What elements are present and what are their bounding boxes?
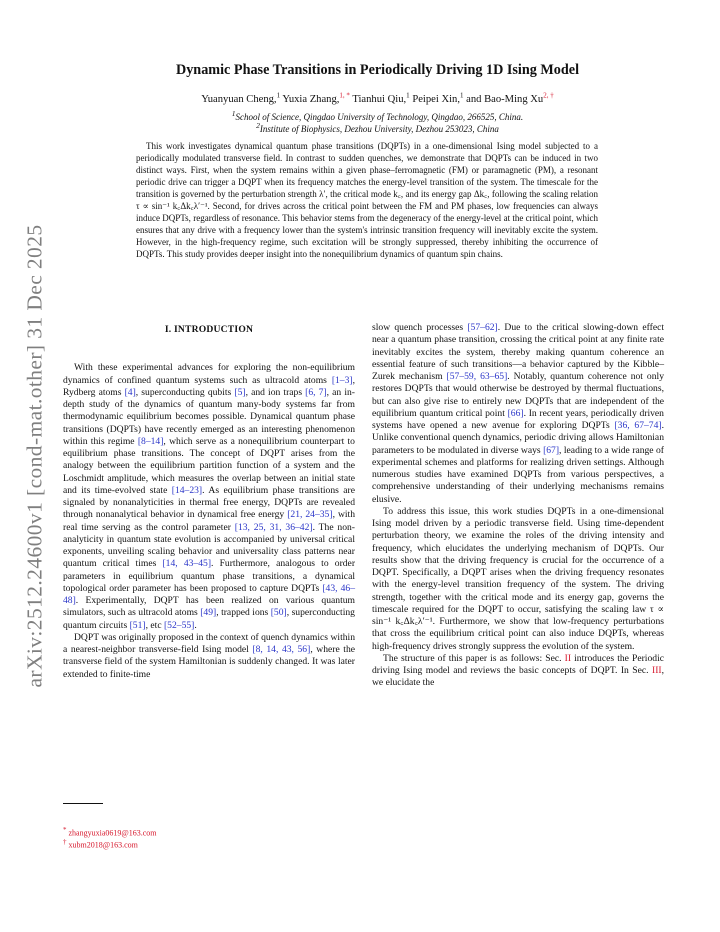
paragraph: The structure of this paper is as follows: Sec. II introduces the Periodic driving Ising model and reviews the basic concepts of DQPT. In Sec. III, we elucidate the bbox=[372, 652, 664, 689]
citation-link[interactable]: [57–59, 63–65] bbox=[446, 371, 508, 382]
abstract: This work investigates dynamical quantum phase transitions (DQPTs) in a one-dimensional Ising model subjected to a periodically modulated transverse field. In contrast to sudden quenches, we demonstrate that DQPTs can be induced in two distinct ways. First, when the system remains within a given phase–ferromagnetic (FM) or paramagnetic (PM), a resonant periodic drive can trigger a DQPT when its frequency matches the energy-level transition of the system. The timescale for the transition is governed by the perturbation strength λ′, the critical mode k꜀, and its energy gap Δk꜀, following the scaling relation τ ∝ sin⁻¹ k꜀Δk꜀λ′⁻¹. Second, for drives across the critical point between the FM and PM phases, low frequencies can always induce DQPTs, regardless of resonance. This behavior stems from the degeneracy of the energy-level at the critical point, which ensures that any drive with a frequency lower than the system's intrinsic transition frequency will inevitably excite the system. However, in the high-frequency regime, such excitation will be strongly suppressed, thereby inhibiting the occurrence of DQPTs. This study provides deeper insight into the nonequilibrium dynamics of quantum spin chains. bbox=[136, 141, 598, 259]
citation-link[interactable]: [67] bbox=[543, 444, 560, 456]
citation-link[interactable]: [13, 25, 31, 36–42] bbox=[234, 521, 313, 533]
citation-link[interactable]: [52–55] bbox=[163, 619, 195, 631]
citation-link[interactable]: [57–62] bbox=[467, 322, 498, 333]
citation-link[interactable]: [51] bbox=[129, 619, 146, 631]
citation-link[interactable]: [66] bbox=[507, 407, 524, 419]
citation-link[interactable]: [43, 46–48] bbox=[63, 582, 355, 606]
citation-link[interactable]: [49] bbox=[200, 607, 217, 619]
arxiv-identifier-text: arXiv:2512.24600v1 [cond-mat.other] 31 Dec 2025 bbox=[22, 224, 47, 688]
footnote-email[interactable]: † xubm2018@163.com bbox=[63, 838, 138, 850]
citation-link[interactable]: [14–23] bbox=[171, 484, 203, 496]
footnote-email[interactable]: * zhangyuxia0619@163.com bbox=[63, 826, 157, 838]
author: Yuanyuan Cheng,$^1$ bbox=[201, 91, 281, 105]
author-list bbox=[80, 91, 675, 105]
citation-link[interactable]: [6, 7] bbox=[305, 386, 327, 398]
arxiv-identifier[interactable] bbox=[6, 224, 64, 688]
paragraph: To address this issue, this work studies DQPTs in a one-dimensional Ising model driven by a periodic transverse field. Using time-dependent perturbation theory, we examine the roles of the driving intensity and frequency, which elucidates the underlying mechanism of DQPTs. Our results show that the driving frequency is crucial for the occurrence of a DQPT. Specifically, a DQPT arises when the driving frequency resonates with the energy-level transition frequency of the system. The driving strength, together with the critical mode and its energy gap, governs the timescale required for the DQPT to occur, satisfying the scaling law τ ∝ sin⁻¹ k꜀Δk꜀λ′⁻¹. Furthermore, we show that low-frequency perturbations that cross the equilibrium critical point can also induce DQPTs, whereas high-frequency drives strongly suppress the evolution of the system. bbox=[372, 505, 664, 652]
left-column bbox=[63, 322, 355, 681]
footnote-divider bbox=[63, 803, 103, 804]
citation-link[interactable]: [1–3] bbox=[331, 374, 353, 386]
citation-link[interactable]: [36, 67–74] bbox=[614, 420, 662, 431]
section-link[interactable]: III bbox=[652, 665, 662, 676]
citation-link[interactable]: [8–14] bbox=[137, 435, 164, 447]
section-heading: I. INTRODUCTION bbox=[164, 324, 254, 335]
citation-link[interactable]: [5] bbox=[234, 386, 246, 398]
right-column bbox=[372, 322, 664, 690]
paragraph: slow quench processes [57–62]. Due to the critical slowing-down effect near a quantum phase transition, crossing the critical point at any finite rate inevitably excites the system, thereby making quantum coherence an essential feature of such transitions—a behavior captured by the Kibble–Zurek mechanism [57–59, 63–65]. Notably, quantum coherence not only restores DQPTs that would otherwise be destroyed by thermal fluctuations, but can also give rise to entirely new DQPTs that are independent of the equilibrium quantum critical point [66]. In recent years, periodically driven systems have opened a new avenue for exploring DQPTs [36, 67–74]. Unlike conventional quench dynamics, periodic driving allows Hamiltonian parameters to be modulated in diverse ways [67], leading to a wide range of experimental schemes and platforms for realizing driven settings. Although numerous studies have examined DQPTs from various perspectives, a comprehensive understanding of their underlying mechanisms remains elusive. bbox=[372, 322, 664, 505]
affiliation: $^2$Institute of Biophysics, Dezhou University, Dezhou 253023, China bbox=[256, 121, 499, 134]
author: and Bao-Ming $Xu^{2, \dagger}$ bbox=[466, 91, 554, 105]
author: Tianhui Qiu,$^1$ bbox=[352, 91, 410, 105]
paragraph: With these experimental advances for exploring the non-equilibrium dynamics of confined quantum systems such as ultracold atoms [1–3], Rydberg atoms [4], superconducting qubits [5], and ion traps [6, 7], an in-depth study of the dynamics of quantum many-body systems far from thermodynamic equilibrium becomes possible. Dynamical quantum phase transitions (DQPTs) have recently emerged as an interesting phenomenon within this regime [8–14], which serve as a nonequilibrium counterpart to equilibrium phase transitions. The concept of DQPT arises from the analogy between the equilibrium partition function of a system and the Loschmidt amplitude, which measures the overlap between an initial state and its time-evolved state [14–23]. As equilibrium phase transitions are signaled by nonanalyticities in thermal free energy, DQPTs are revealed through nonanalytical behavior in dynamical free energy [21, 24–35], with real time serving as the control parameter [13, 25, 31, 36–42]. The non-analyticity in quantum state evolution is accompanied by universal critical exponents, unveiling scaling behavior and universality class patterns near quantum critical times [14, 43–45]. Furthermore, analogous to order parameters in equilibrium quantum phase transitions, a dynamical topological order parameter has been proposed to capture DQPTs [43, 46–48]. Experimentally, DQPT has been realized on various quantum simulators, such as ultracold atoms [49], trapped ions [50], superconducting quantum circuits [51], etc [52–55]. bbox=[63, 362, 356, 631]
affiliation: $^1$School of Science, Qingdao University of Technology, Qingdao, 266525, China. bbox=[231, 109, 524, 122]
section-link[interactable]: II bbox=[564, 652, 572, 664]
citation-link[interactable]: [14, 43–45] bbox=[162, 558, 212, 570]
citation-link[interactable]: [50] bbox=[270, 607, 287, 619]
paper-title: Dynamic Phase Transitions in Periodically Driving 1D Ising Model bbox=[175, 62, 580, 78]
citation-link[interactable]: [4] bbox=[124, 386, 136, 398]
author: Yuxia Zhang,$^{1, *}$ bbox=[282, 91, 350, 105]
citation-link[interactable]: [8, 14, 43, 56] bbox=[252, 644, 311, 655]
citation-link[interactable]: [21, 24–35] bbox=[287, 509, 333, 521]
author: Peipei Xin,$^1$ bbox=[412, 91, 464, 105]
paragraph: DQPT was originally proposed in the context of quench dynamics within a nearest-neighbor transverse-field Ising model [8, 14, 43, 56], where the transverse field of the system Hamiltonian is suddenly changed. It was later extended to finite-time bbox=[63, 631, 356, 680]
